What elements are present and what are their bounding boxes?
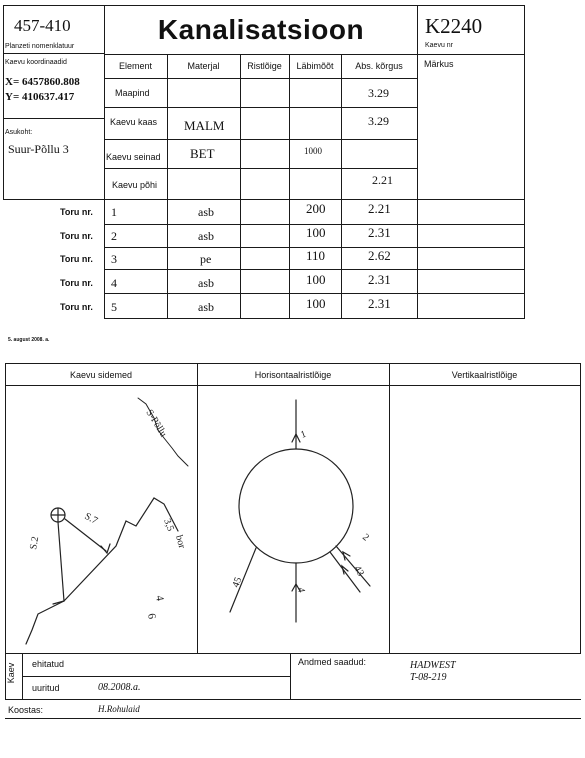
footer-surveyed-value: 08.2008.a. (98, 682, 141, 693)
pipe-diameter-1: 200 (306, 201, 326, 216)
pipe-abs-5: 2.31 (368, 296, 391, 311)
ties-bor-note: bor (173, 533, 188, 550)
pipe-label-3: Toru nr. (60, 254, 93, 264)
hsec-45-note: 45 (230, 575, 245, 590)
footer-data-label: Andmed saadud: (298, 657, 367, 667)
location-label: Asukoht: (5, 129, 33, 136)
pipe-material-3: pe (200, 252, 212, 266)
footer-author-value: H.Rohulaid (98, 704, 140, 714)
pipe-nr-1: 1 (111, 205, 117, 219)
footer-data-value-2: T-08-219 (410, 672, 447, 683)
row-label-ground: Maapind (115, 88, 150, 98)
pipe-label-1: Toru nr. (60, 207, 93, 217)
pipe-material-5: asb (198, 300, 214, 314)
col-header-element: Element (118, 61, 153, 71)
location-value: Suur-Põllu 3 (8, 142, 69, 156)
pipe-abs-1: 2.21 (368, 201, 391, 216)
footer-author-label: Koostas: (8, 705, 44, 715)
well-ties-sketch (6, 386, 196, 652)
pipe-material-2: asb (198, 229, 214, 243)
row-material-lid: MALM (184, 118, 225, 133)
row-label-bottom: Kaevu põhi (112, 180, 158, 190)
pipe-diameter-5: 100 (306, 296, 326, 311)
pipe-material-4: asb (198, 276, 214, 290)
pipe-nr-4: 4 (111, 276, 117, 290)
row-label-lid: Kaevu kaas (110, 117, 158, 127)
ties-s7-note: S.7 (82, 510, 100, 527)
row-diameter-walls: 1000 (304, 146, 322, 156)
coord-y: Y= 410637.417 (5, 91, 75, 103)
pipe-diameter-3: 110 (306, 248, 326, 263)
pipe-nr-5: 5 (111, 300, 117, 314)
ties-4-note: 4 (153, 594, 166, 602)
date-note: 5. august 2008. a. (8, 337, 50, 343)
row-abs-ground: 3.29 (368, 86, 389, 100)
col-header-abs-height: Abs. kõrgus (355, 61, 403, 71)
sketch-header-vertical: Vertikaalristlõige (451, 370, 518, 380)
hsec-43-note: 43 (351, 564, 366, 579)
sketch-header-ties: Kaevu sidemed (69, 370, 133, 380)
row-label-walls: Kaevu seinad (106, 152, 161, 162)
hsec-2-note: 2 (360, 531, 371, 544)
ties-35-note: 3,5 (161, 517, 176, 533)
pipe-abs-3: 2.62 (368, 248, 391, 263)
footer-side-label: Kaev (6, 662, 16, 684)
hsec-1-note: 1 (299, 428, 308, 441)
hsec-4-note: 4 (295, 586, 307, 594)
row-abs-bottom: 2.21 (372, 173, 393, 187)
pipe-label-5: Toru nr. (60, 302, 93, 312)
pipe-nr-2: 2 (111, 229, 117, 243)
well-number: K2240 (425, 14, 483, 38)
footer-surveyed-label: uuritud (32, 683, 60, 693)
col-header-material: Materjal (187, 61, 220, 71)
well-number-label: Kaevu nr (425, 42, 454, 49)
ties-street-note: S-Põllu (143, 407, 169, 440)
footer-data-value-1: HADWEST (410, 660, 456, 671)
document-title: Kanalisatsioon (157, 14, 365, 45)
row-abs-lid: 3.29 (368, 114, 389, 128)
ties-6-note: 6 (145, 612, 158, 620)
col-header-notes: Märkus (424, 59, 454, 69)
sketch-header-horizontal: Horisontaalristlõige (254, 370, 332, 380)
pipe-label-2: Toru nr. (60, 231, 93, 241)
pipe-diameter-2: 100 (306, 225, 326, 240)
pipe-label-4: Toru nr. (60, 278, 93, 288)
map-sheet-label: Planzeti nomenklatuur (5, 43, 75, 50)
col-header-cross-section: Ristlõige (247, 61, 282, 71)
col-header-diameter: Läbimõõt (296, 61, 334, 71)
horizontal-section-sketch (198, 386, 388, 652)
pipe-material-1: asb (198, 205, 214, 219)
pipe-abs-4: 2.31 (368, 272, 391, 287)
pipe-nr-3: 3 (111, 252, 117, 266)
map-sheet-number: 457-410 (14, 16, 71, 35)
coords-label: Kaevu koordinaadid (5, 59, 67, 66)
ties-s2-note: S.2 (28, 535, 42, 551)
row-material-walls: BET (190, 146, 215, 161)
pipe-diameter-4: 100 (306, 272, 326, 287)
coord-x: X= 6457860.808 (5, 76, 80, 88)
footer-built-label: ehitatud (32, 659, 65, 669)
pipe-abs-2: 2.31 (368, 225, 391, 240)
